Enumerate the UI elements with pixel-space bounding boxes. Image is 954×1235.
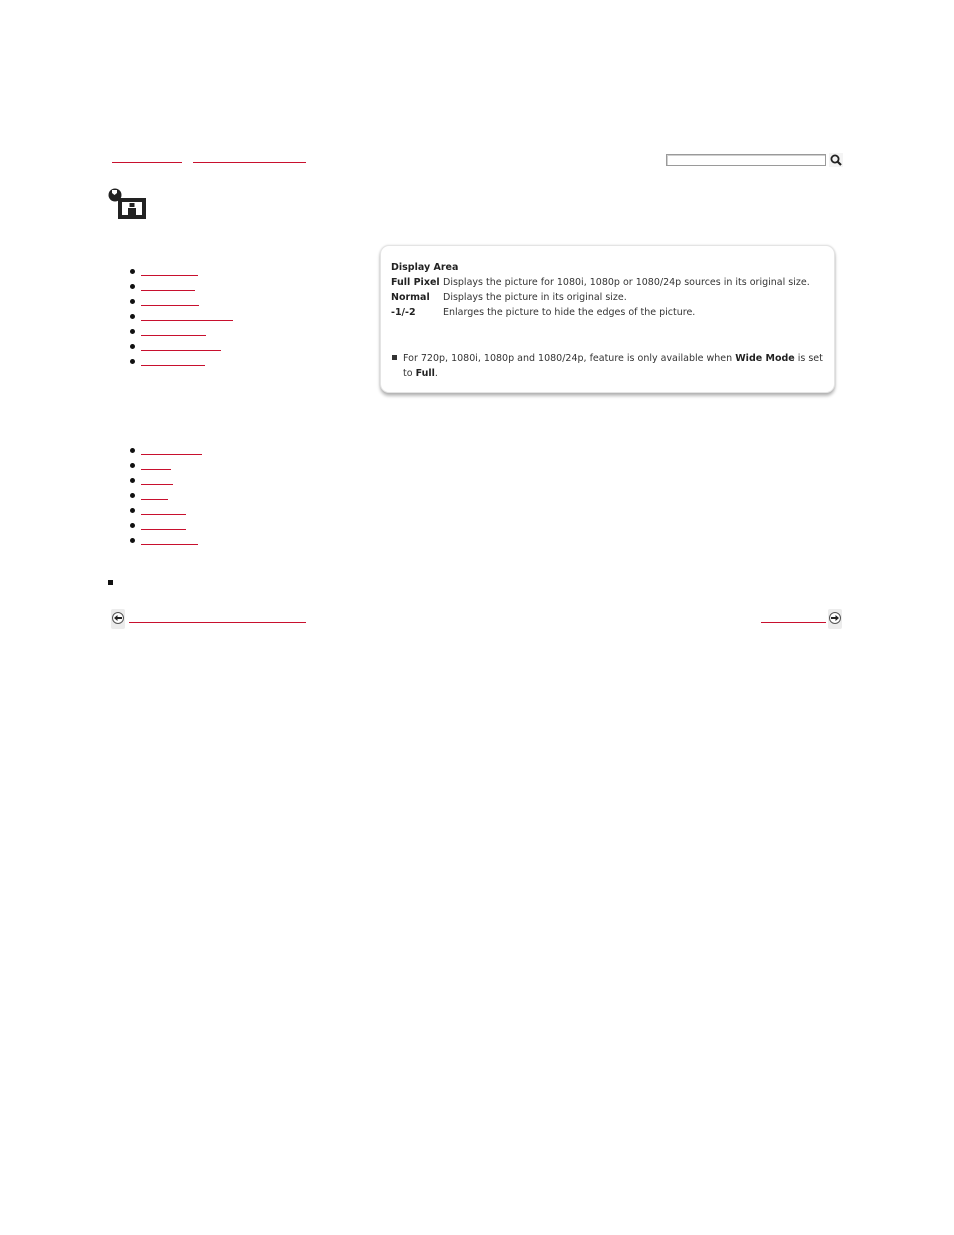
- panel-note: For 720p, 1080i, 1080p and 1080/24p, feature is only available when Wide Mode is set to Full.: [403, 353, 823, 379]
- list-item-link[interactable]: [141, 499, 168, 500]
- option-desc: Enlarges the picture to hide the edges of the picture.: [443, 307, 696, 318]
- option-full-pixel: [391, 277, 810, 288]
- option-desc: Displays the picture in its original size.: [443, 292, 627, 303]
- list-item-link[interactable]: [141, 290, 195, 291]
- full-term: Full: [415, 368, 435, 379]
- list-item-link[interactable]: [141, 365, 205, 366]
- list-item-link[interactable]: [141, 484, 173, 485]
- list-item-link[interactable]: [141, 529, 186, 530]
- settings-display-icon: [106, 186, 148, 220]
- breadcrumb-home-link[interactable]: [112, 162, 182, 163]
- magnifier-icon[interactable]: [829, 153, 843, 167]
- list-item-link[interactable]: [141, 335, 206, 336]
- search-input[interactable]: [666, 154, 826, 166]
- page-marker: [108, 580, 113, 585]
- option-normal: [391, 292, 627, 303]
- note-bullet: [392, 355, 397, 360]
- list-item-link[interactable]: [141, 514, 186, 515]
- option-term: -1/-2: [391, 307, 416, 318]
- next-page-link[interactable]: [761, 622, 826, 623]
- arrow-right-circle-icon[interactable]: [828, 609, 842, 629]
- option-desc: Displays the picture for 1080i, 1080p or 1080/24p sources in its original size.: [443, 277, 810, 288]
- list-item-link[interactable]: [141, 350, 221, 351]
- list-item-link[interactable]: [141, 544, 198, 545]
- list-item-link[interactable]: [141, 305, 199, 306]
- option-minus: [391, 307, 695, 318]
- wide-mode-term: Wide Mode: [735, 353, 795, 364]
- panel-title: Display Area: [391, 262, 459, 273]
- list-item-link[interactable]: [141, 320, 233, 321]
- breadcrumb-section-link[interactable]: [193, 162, 306, 163]
- list-item-link[interactable]: [141, 469, 171, 470]
- list-item-link[interactable]: [141, 275, 198, 276]
- info-panel: [380, 245, 835, 393]
- arrow-left-circle-icon[interactable]: [111, 609, 125, 629]
- option-term: Normal: [391, 292, 430, 303]
- previous-page-link[interactable]: [129, 622, 306, 623]
- list-item-link[interactable]: [141, 454, 202, 455]
- option-term: Full Pixel: [391, 277, 440, 288]
